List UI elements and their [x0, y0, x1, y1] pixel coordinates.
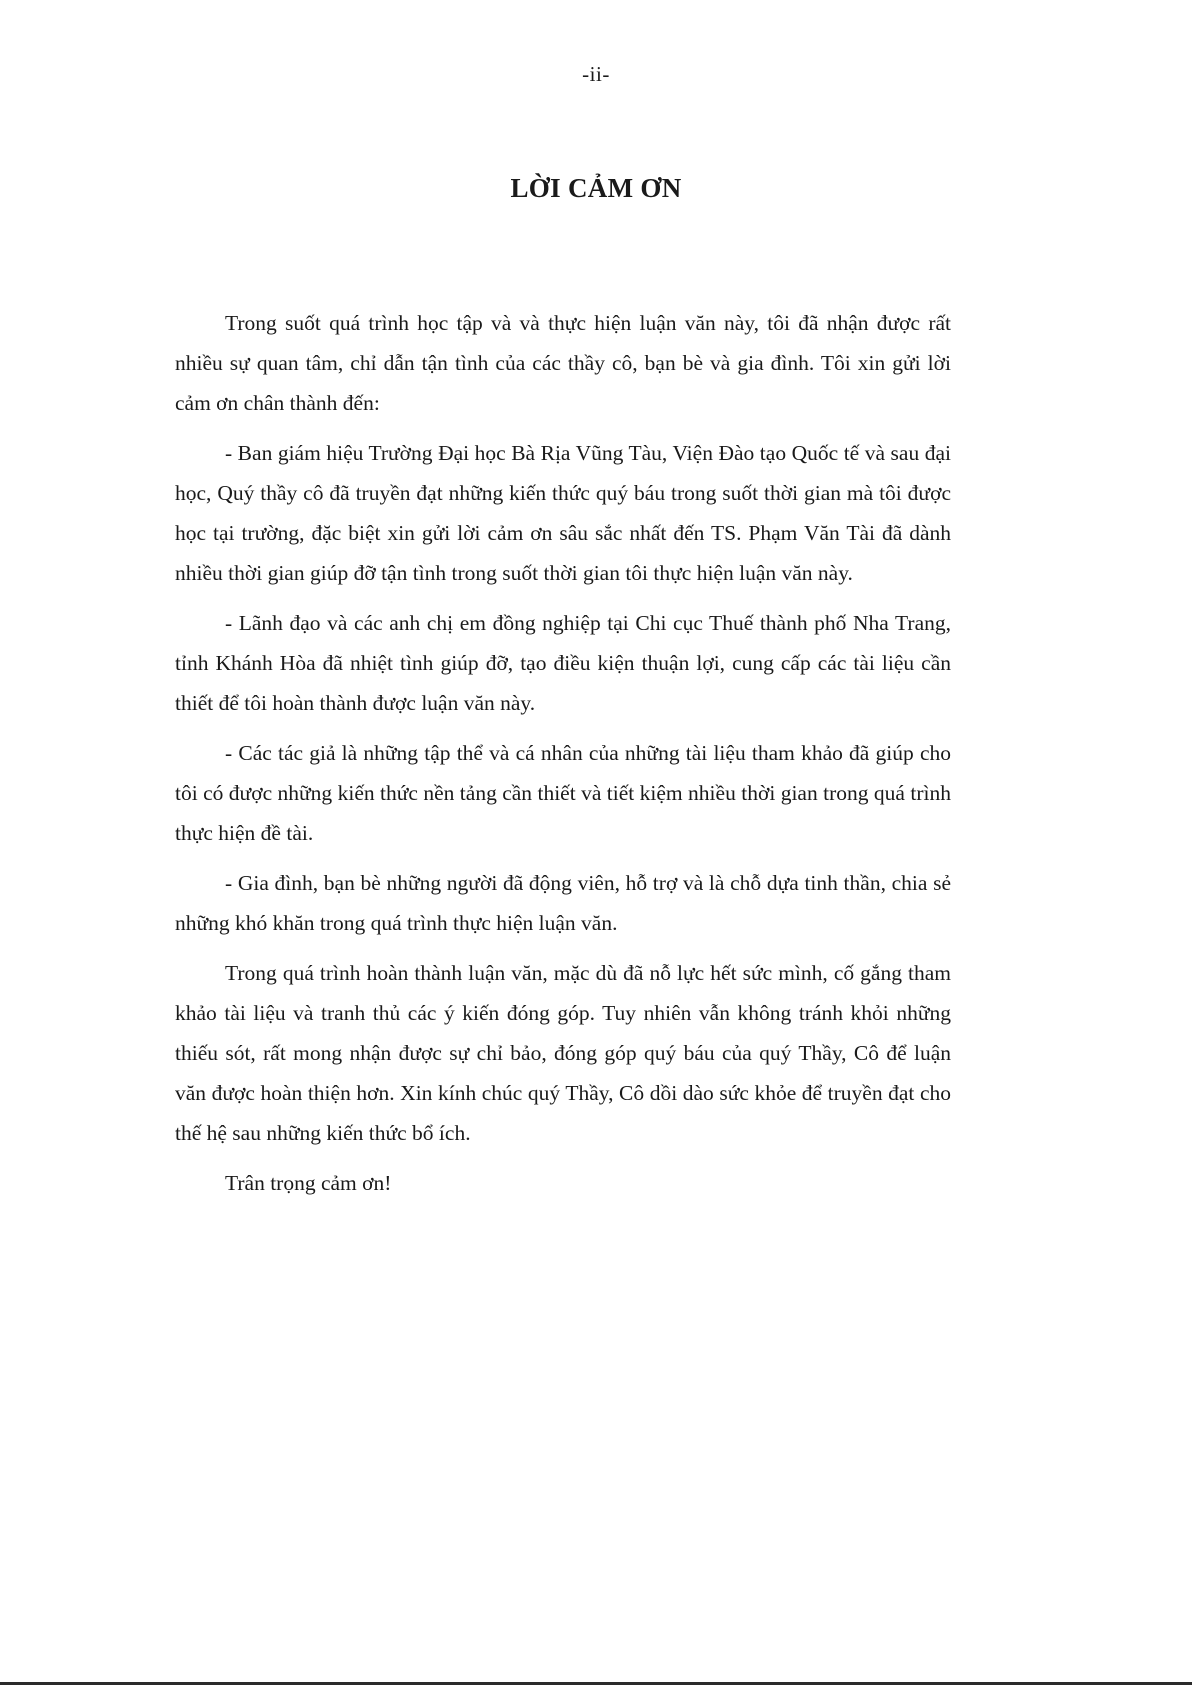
signoff-paragraph: Trân trọng cảm ơn! [225, 1171, 392, 1195]
thanks-colleagues-paragraph: - Lãnh đạo và các anh chị em đồng nghiệp tại Chi cục Thuế thành phố Nha Trang, tỉnh Khánh Hòa đã nhiệt tình giúp đỡ, tạo điều kiện thuận lợi, cung cấp các tài liệu cần thiết để tôi hoàn thành được luận văn này. [175, 611, 951, 715]
acknowledgement-body [175, 303, 951, 1213]
thanks-university-paragraph: - Ban giám hiệu Trường Đại học Bà Rịa Vũng Tàu, Viện Đào tạo Quốc tế và sau đại học, Quý thầy cô đã truyền đạt những kiến thức quý báu trong suốt thời gian mà tôi được học tại trường, đặc biệt xin gửi lời cảm ơn sâu sắc nhất đến TS. Phạm Văn Tài đã dành nhiều thời gian giúp đỡ tận tình trong suốt thời gian tôi thực hiện luận văn này. [175, 441, 951, 585]
thanks-family-paragraph: - Gia đình, bạn bè những người đã động viên, hỗ trợ và là chỗ dựa tinh thần, chia sẻ những khó khăn trong quá trình thực hiện luận văn. [175, 871, 951, 935]
closing-paragraph: Trong quá trình hoàn thành luận văn, mặc dù đã nỗ lực hết sức mình, cố gắng tham khảo tài liệu và tranh thủ các ý kiến đóng góp. Tuy nhiên vẫn không tránh khỏi những thiếu sót, rất mong nhận được sự chỉ bảo, đóng góp quý báu của quý Thầy, Cô để luận văn được hoàn thiện hơn. Xin kính chúc quý Thầy, Cô dồi dào sức khỏe để truyền đạt cho thế hệ sau những kiến thức bổ ích. [175, 961, 951, 1145]
thanks-authors-paragraph: - Các tác giả là những tập thể và cá nhân của những tài liệu tham khảo đã giúp cho tôi có được những kiến thức nền tảng cần thiết và tiết kiệm nhiều thời gian trong quá trình thực hiện đề tài. [175, 741, 951, 845]
page-title: LỜI CẢM ƠN [510, 173, 682, 203]
intro-paragraph: Trong suốt quá trình học tập và và thực hiện luận văn này, tôi đã nhận được rất nhiều sự quan tâm, chỉ dẫn tận tình của các thầy cô, bạn bè và gia đình. Tôi xin gửi lời cảm ơn chân thành đến: [175, 311, 951, 415]
page-number: -ii- [582, 62, 610, 86]
